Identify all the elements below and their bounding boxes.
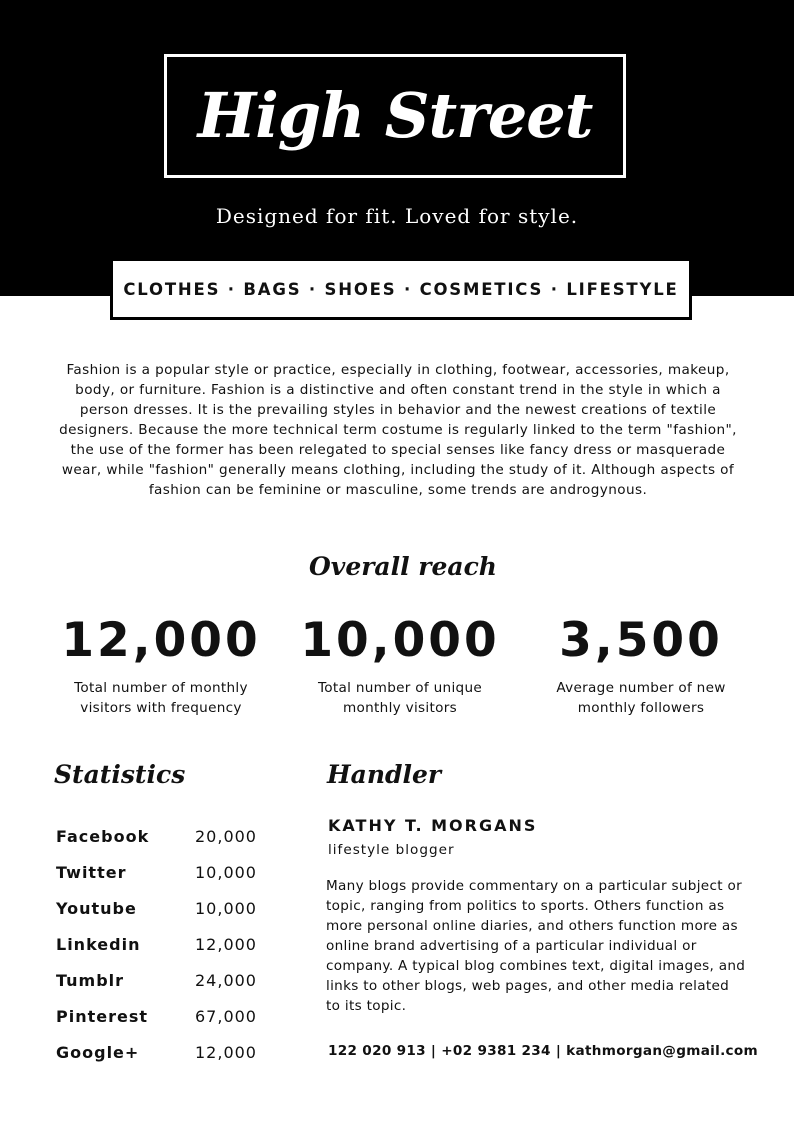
handler-bio: Many blogs provide commentary on a particular subject or topic, ranging from politics to sports. Others function as more personal online diaries, and others function more as online brand advertising of a particular individual or company. A typical blog combines text, digital images, and links to other blogs, web pages, and other media related to its topic. xyxy=(326,878,746,1014)
intro-paragraph: Fashion is a popular style or practice, especially in clothing, footwear, accessories, makeup, body, or furniture. Fashion is a distinctive and often constant trend in the style in which a person dresses. It is the prevailing styles in behavior and the newest creations of textile designers. Because the more technical term costume is regularly linked to the term "fashion", the use of the former has been relegated to special senses like fancy dress or masquerade wear, while "fashion" generally means clothing, including the study of it. Although aspects of fashion can be feminine or masculine, some trends are androgynous. xyxy=(59,362,737,498)
social-follower-count: 12,000 xyxy=(195,1042,257,1062)
social-follower-count: 12,000 xyxy=(195,934,257,954)
category-list: CLOTHES · BAGS · SHOES · COSMETICS · LIFESTYLE xyxy=(123,279,679,299)
list-item xyxy=(56,926,286,962)
title-frame xyxy=(164,54,626,178)
social-network-name: Linkedin xyxy=(56,934,141,954)
reach-heading: Overall reach xyxy=(309,552,497,581)
handler-name: KATHY T. MORGANS xyxy=(328,816,538,835)
social-network-name: Tumblr xyxy=(56,970,125,990)
social-statistics-list xyxy=(56,818,286,1070)
social-network-name: Pinterest xyxy=(56,1006,149,1026)
list-item xyxy=(56,1034,286,1070)
handler-role: lifestyle blogger xyxy=(328,842,455,858)
list-item xyxy=(56,890,286,926)
list-item xyxy=(56,962,286,998)
list-item xyxy=(56,818,286,854)
social-network-name: Facebook xyxy=(56,826,150,846)
reach-stat-unique-visitors xyxy=(280,610,520,718)
social-network-name: Google+ xyxy=(56,1042,140,1062)
social-follower-count: 10,000 xyxy=(195,898,257,918)
reach-stat-monthly-visitors xyxy=(41,610,281,718)
social-network-name: Youtube xyxy=(56,898,137,918)
social-follower-count: 24,000 xyxy=(195,970,257,990)
list-item xyxy=(56,854,286,890)
brand-title: High Street xyxy=(197,79,593,152)
category-banner xyxy=(110,258,692,320)
stat-value: 12,000 xyxy=(61,613,261,668)
list-item xyxy=(56,998,286,1034)
stat-value: 10,000 xyxy=(300,613,500,668)
social-follower-count: 10,000 xyxy=(195,862,257,882)
social-follower-count: 20,000 xyxy=(195,826,257,846)
stat-label: Total number of monthly visitors with frequency xyxy=(74,680,248,716)
tagline: Designed for fit. Loved for style. xyxy=(215,204,579,228)
stat-value: 3,500 xyxy=(559,613,723,668)
reach-stat-new-followers xyxy=(521,610,761,718)
social-follower-count: 67,000 xyxy=(195,1006,257,1026)
social-network-name: Twitter xyxy=(56,862,127,882)
contact-details: 122 020 913 | +02 9381 234 | kathmorgan@gmail.com xyxy=(328,1043,759,1059)
handler-heading: Handler xyxy=(327,760,442,789)
stat-label: Average number of new monthly followers xyxy=(556,680,726,716)
stat-label: Total number of unique monthly visitors xyxy=(317,680,483,716)
statistics-heading: Statistics xyxy=(54,760,186,789)
